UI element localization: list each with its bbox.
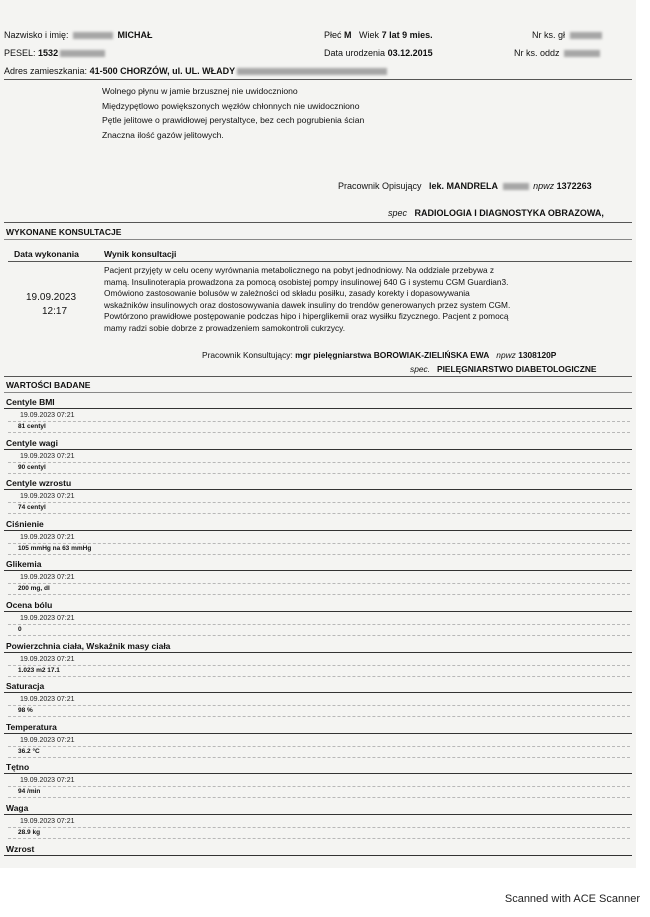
measurement-title: Glikemia xyxy=(6,559,42,570)
measurement-date: 19.09.2023 07:21 xyxy=(20,574,75,582)
header-divider xyxy=(4,79,632,80)
address-label: Adres zamieszkania: xyxy=(4,66,88,76)
measurement-title-rule xyxy=(4,611,632,612)
measurement-date: 19.09.2023 07:21 xyxy=(20,696,75,704)
measurement-title-rule xyxy=(4,814,632,815)
measurement-date: 19.09.2023 07:21 xyxy=(20,533,75,541)
measurement-dash-rule xyxy=(8,827,630,828)
sex-value: M xyxy=(344,30,352,40)
measurement-title: Centyle wagi xyxy=(6,437,58,448)
sex-age-row xyxy=(324,30,433,40)
consultations-title: WYKONANE KONSULTACJE xyxy=(6,227,122,237)
findings-block xyxy=(102,84,364,142)
measurement-title: Ocena bólu xyxy=(6,600,53,610)
name-label: Nazwisko i imię: xyxy=(4,30,69,40)
consultations-divider xyxy=(4,376,632,377)
dob-label: Data urodzenia xyxy=(324,48,386,58)
redacted-describer xyxy=(503,183,529,190)
findings-divider xyxy=(4,222,632,223)
measurement-dash-rule xyxy=(8,594,630,595)
consultation-text xyxy=(104,265,624,335)
measurement-title: Ciśnienie xyxy=(6,518,44,529)
measurement-dash-rule xyxy=(8,705,630,706)
age-value: 7 lat 9 mies. xyxy=(381,30,433,40)
address-value: 41-500 CHORZÓW, ul. UL. WŁADY xyxy=(89,66,236,76)
consultation-line: Powtórzono prawidłowe postępowanie podczas hipo i hiperglikemii oraz wysiłku fizycznego. Pacjent z pomocą xyxy=(104,311,509,322)
describer-spec-row xyxy=(388,208,604,218)
finding-line: Wolnego płynu w jamie brzusznej nie uwidoczniono xyxy=(102,86,298,96)
describer-row xyxy=(338,181,592,191)
measurement-dash-rule xyxy=(8,624,630,625)
measurement-value: 200 mg, dl xyxy=(18,585,50,593)
measurement-title: Temperatura xyxy=(6,721,57,732)
measurement-dash-rule xyxy=(8,838,630,839)
measurement-dash-rule xyxy=(8,554,630,555)
measurement-date: 19.09.2023 07:21 xyxy=(20,736,75,744)
measurement-dash-rule xyxy=(8,746,630,747)
consultation-line: Pacjent przyjęty w celu oceny wyrównania metabolicznego na pobyt jednodniowy. Na oddziale przebywa z xyxy=(104,265,495,275)
measurement-value: 81 centyl xyxy=(18,423,46,430)
describer-spec-label: spec xyxy=(388,208,408,218)
describer-npwz-value: 1372263 xyxy=(556,181,592,191)
col-result-header: Wynik konsultacji xyxy=(104,249,177,259)
col-date-header: Data wykonania xyxy=(14,249,79,259)
measurement-title-rule xyxy=(4,733,632,734)
measurement-title-rule xyxy=(4,692,632,693)
measurement-dash-rule xyxy=(8,432,630,433)
measurements-title-line xyxy=(4,392,632,393)
consultant-name: mgr pielęgniarstwa BOROWIAK-ZIELIŃSKA EWA xyxy=(295,350,490,360)
finding-line: Pętle jelitowe o prawidłowej perystaltyce, bez cech pogrubienia ścian xyxy=(102,115,365,125)
consultant-npwz-value: 1308120P xyxy=(518,350,557,360)
measurement-dash-rule xyxy=(8,502,630,503)
redacted-pesel xyxy=(60,50,105,57)
measurement-date: 19.09.2023 07:21 xyxy=(20,777,75,785)
describer-spec-value: RADIOLOGIA I DIAGNOSTYKA OBRAZOWA, xyxy=(414,208,604,218)
consultation-line: Omówiono zastosowanie bolusów w zależności od składu posiłku, zasady korekty i dopasowywania xyxy=(104,288,470,299)
measurement-date: 19.09.2023 07:21 xyxy=(20,412,75,419)
patient-name-row xyxy=(4,30,153,40)
nr-ks-gl-label: Nr ks. gł xyxy=(532,30,566,40)
describer-label: Pracownik Opisujący xyxy=(338,181,422,191)
measurement-title-rule xyxy=(4,408,632,409)
measurement-title: Saturacja xyxy=(6,681,45,692)
measurement-title-rule xyxy=(4,855,632,856)
consultant-label: Pracownik Konsultujący: xyxy=(202,350,293,360)
nr-ks-oddz-row xyxy=(514,48,602,58)
measurement-title-rule xyxy=(4,652,632,653)
measurement-dash-rule xyxy=(8,635,630,636)
consultation-line: mamą. Insulinoterapia prowadzona za pomocą osobistej pompy insulinowej 640 G i systemu CGM Guardian3. xyxy=(104,276,509,287)
measurement-value: 28.9 kg xyxy=(18,829,41,836)
measurements-title: WARTOŚCI BADANE xyxy=(6,380,91,390)
dob-row xyxy=(324,48,433,58)
measurement-dash-rule xyxy=(8,513,630,514)
measurement-title: Centyle BMI xyxy=(6,397,55,407)
nr-ks-oddz-label: Nr ks. oddz xyxy=(514,48,560,58)
measurement-dash-rule xyxy=(8,665,630,666)
consultation-line: mamy radzi sobie dobrze z prowadzeniem samokontroli cukrzycy. xyxy=(104,322,346,333)
measurement-title: Wzrost xyxy=(6,843,35,854)
finding-line: Znaczna ilość gazów jelitowych. xyxy=(102,129,224,140)
measurement-title-rule xyxy=(4,530,632,531)
pesel-label: PESEL: xyxy=(4,48,36,58)
redacted-address xyxy=(237,68,387,75)
finding-line: Międzypętlowo powiększonych węzłów chłonnych nie uwidoczniono xyxy=(102,100,360,111)
nr-ks-gl-row xyxy=(532,30,604,40)
measurement-value: 90 centyl xyxy=(18,463,46,471)
consultation-time: 12:17 xyxy=(42,306,68,317)
consultant-row xyxy=(202,350,556,360)
age-label: Wiek xyxy=(359,30,380,40)
consultant-spec-value: PIELĘGNIARSTWO DIABETOLOGICZNE xyxy=(437,364,597,374)
measurement-dash-rule xyxy=(8,421,630,422)
consultation-line: wskaźników insulinowych oraz dostosowywania dawek insuliny do trendów generowanych przez system CGM. xyxy=(104,299,511,310)
consultation-date: 19.09.2023 xyxy=(26,292,77,303)
measurement-title-rule xyxy=(4,773,632,774)
address-row xyxy=(4,66,389,76)
pesel-row xyxy=(4,48,107,58)
measurement-date: 19.09.2023 07:21 xyxy=(20,655,75,663)
measurement-value: 105 mmHg na 63 mmHg xyxy=(18,544,92,552)
consultant-npwz-label: npwz xyxy=(496,350,516,360)
sex-label: Płeć xyxy=(324,30,342,40)
measurement-title: Waga xyxy=(6,803,29,813)
consultations-header-line xyxy=(8,261,632,262)
measurement-dash-rule xyxy=(8,757,630,758)
measurement-date: 19.09.2023 07:21 xyxy=(20,615,75,622)
scanner-watermark: Scanned with ACE Scanner xyxy=(504,893,640,905)
dob-value: 03.12.2015 xyxy=(387,48,433,58)
measurement-title-rule xyxy=(4,570,632,571)
measurement-dash-rule xyxy=(8,543,630,544)
pesel-value: 1532 xyxy=(38,48,59,58)
measurement-date: 19.09.2023 07:21 xyxy=(20,818,75,825)
measurement-value: 94 /min xyxy=(18,788,41,796)
name-value: MICHAŁ xyxy=(117,30,153,40)
measurement-title: Centyle wzrostu xyxy=(6,478,72,489)
consultant-spec-row xyxy=(410,364,596,374)
measurement-title: Tętno xyxy=(6,762,30,773)
measurement-date: 19.09.2023 07:21 xyxy=(20,493,75,501)
measurement-value: 36.2 °C xyxy=(18,747,40,755)
measurement-dash-rule xyxy=(8,676,630,677)
redacted-nr-ks-gl xyxy=(570,32,602,39)
measurement-dash-rule xyxy=(8,473,630,474)
redacted-nr-ks-oddz xyxy=(564,50,600,57)
measurement-dash-rule xyxy=(8,716,630,717)
measurement-title-rule xyxy=(4,489,632,490)
measurement-dash-rule xyxy=(8,462,630,463)
measurement-title: Powierzchnia ciała, Wskaźnik masy ciała xyxy=(6,640,171,651)
measurement-value: 1.023 m2 17.1 xyxy=(18,666,60,674)
measurement-dash-rule xyxy=(8,786,630,787)
measurement-value: 98 % xyxy=(18,707,33,715)
describer-npwz-label: npwz xyxy=(533,181,555,191)
measurement-title-rule xyxy=(4,449,632,450)
consultations-title-line xyxy=(4,239,632,240)
redacted-surname xyxy=(73,32,113,39)
measurement-value: 74 centyl xyxy=(18,504,46,512)
measurement-date: 19.09.2023 07:21 xyxy=(20,452,75,460)
describer-name: lek. MANDRELA xyxy=(429,181,499,191)
measurement-dash-rule xyxy=(8,797,630,798)
consultant-spec-label: spec. xyxy=(410,364,431,374)
measurement-dash-rule xyxy=(8,583,630,584)
measurement-value: 0 xyxy=(18,626,22,633)
